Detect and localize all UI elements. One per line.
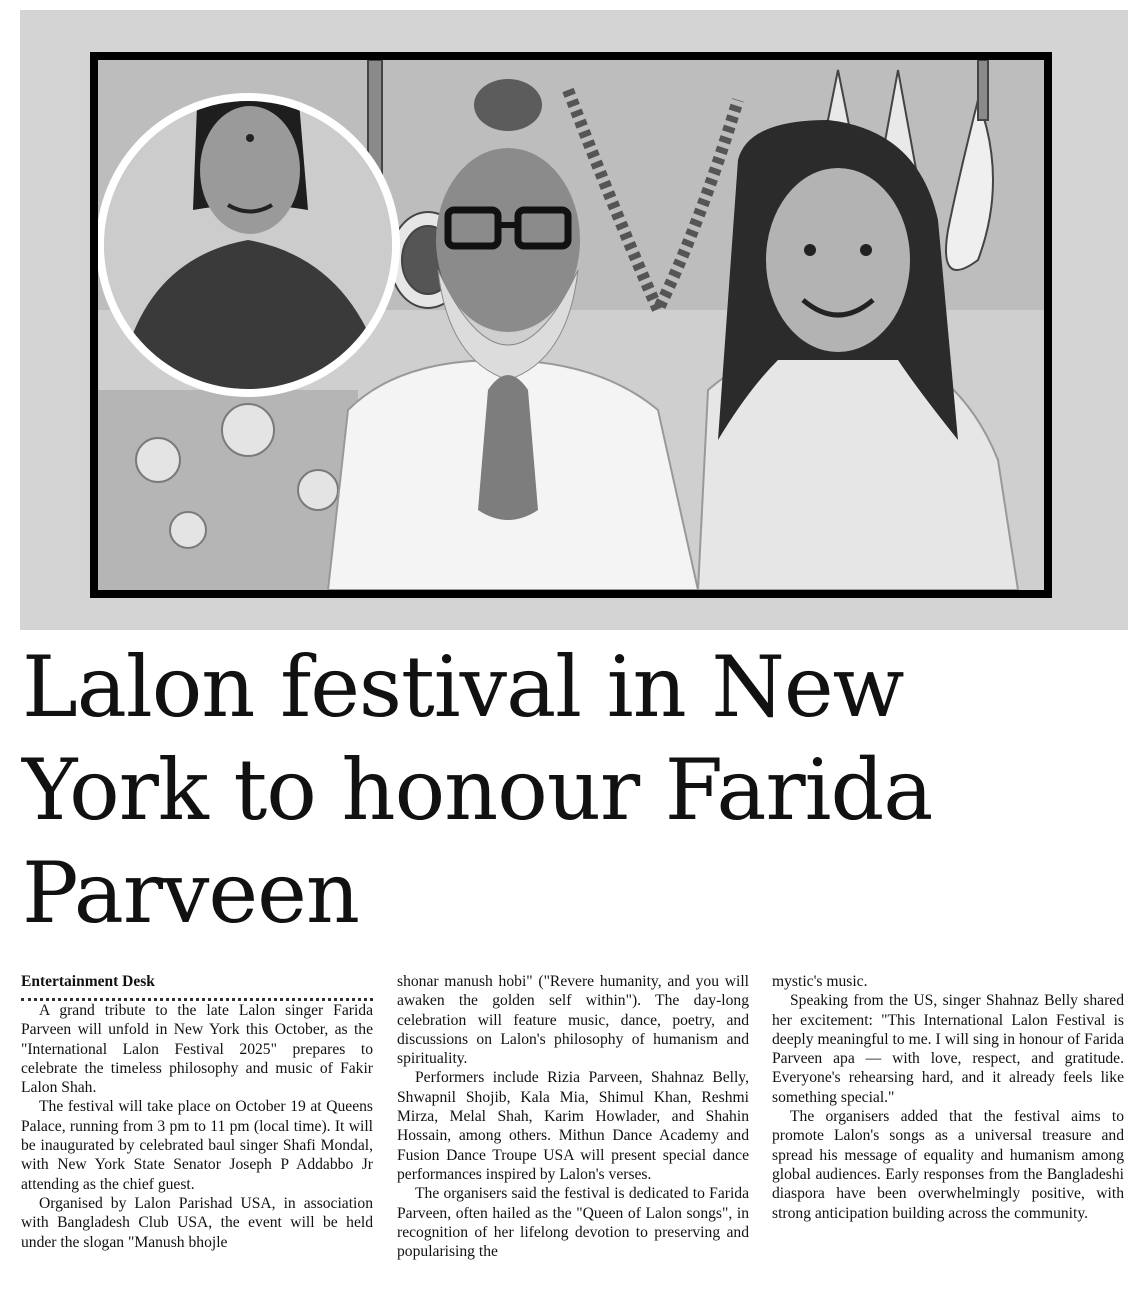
paragraph: Performers include Rizia Parveen, Shahnaz Belly, Shwapnil Shojib, Kala Mia, Shimul Khan, Reshmi Mirza, Melal Shah, Karim Howlader, and Shahin Hossain, among others. Mithun Dance Academy and Fusion Dance Troupe USA will present special dance performances inspired by Lalon's verses. — [397, 1069, 749, 1183]
article-column-2 — [397, 972, 749, 1261]
article-photo — [90, 52, 1052, 598]
paragraph: Speaking from the US, singer Shahnaz Belly shared her excitement: "This International Lalon Festival is deeply meaningful to me. I will sing in honour of Farida Parveen apa — with love, respect, and gratitude. Everyone's rehearsing hard, and it already feels like something special." — [772, 992, 1124, 1106]
paragraph: The organisers added that the festival aims to promote Lalon's songs as a universal treasure and spread his message of equality and humanism among global audiences. Early responses from the Bangladeshi diaspora have been overwhelmingly positive, with strong anticipation building across the community. — [772, 1108, 1124, 1222]
article-column-3 — [772, 972, 1124, 1223]
paragraph: Organised by Lalon Parishad USA, in association with Bangladesh Club USA, the event will be held under the slogan "Manush bhojle — [21, 1194, 373, 1251]
article-column-1 — [21, 972, 373, 1252]
headline: Lalon festival in New York to honour Farida Parveen — [22, 638, 933, 942]
photo-illustration — [98, 60, 1044, 590]
paragraph: The festival will take place on October 19 at Queens Palace, running from 3 pm to 11 pm (local time). It will be inaugurated by celebrated baul singer Shafi Mondal, with New York State Senator Joseph P Addabbo Jr attending as the chief guest. — [21, 1098, 373, 1193]
paragraph: The organisers said the festival is dedicated to Farida Parveen, often hailed as the "Queen of Lalon songs", in recognition of her lifelong devotion to preserving and popularising the — [397, 1185, 749, 1261]
paragraph: mystic's music. — [772, 973, 868, 990]
paragraph: shonar manush hobi" ("Revere humanity, and you will awaken the golden self within"). The day-long celebration will feature music, dance, poetry, and discussions on Lalon's philosophy of humanism and spirituality. — [397, 973, 749, 1068]
paragraph: A grand tribute to the late Lalon singer Farida Parveen will unfold in New York this October, as the "International Lalon Festival 2025" prepares to celebrate the timeless philosophy and music of Fakir Lalon Shah. — [21, 1002, 373, 1097]
byline: Entertainment Desk — [21, 972, 373, 1001]
photo-scene — [98, 60, 1044, 590]
